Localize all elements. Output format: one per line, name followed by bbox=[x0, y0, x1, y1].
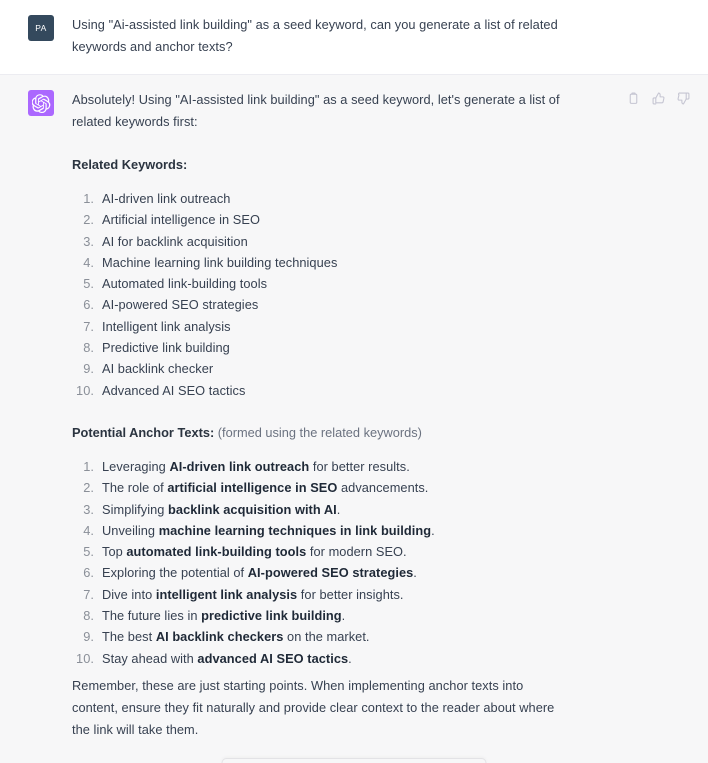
anchor-text-list-item bbox=[72, 520, 692, 541]
anchor-text-list-item bbox=[72, 456, 692, 477]
anchor-text-keyword: AI-powered SEO strategies bbox=[247, 565, 414, 581]
anchor-text-keyword: advanced AI SEO tactics bbox=[197, 650, 349, 666]
anchor-text-prefix: The future lies in bbox=[102, 608, 202, 624]
anchor-texts-list bbox=[72, 456, 692, 669]
anchor-text-list-item bbox=[72, 562, 692, 583]
anchor-text-prefix: Leveraging bbox=[102, 458, 170, 474]
anchor-text-keyword: AI backlink checkers bbox=[155, 629, 284, 645]
assistant-closing-text: Remember, these are just starting points. When implementing anchor texts into content, ensure they fit naturally and provide clear context to the reader about where the link will take them. bbox=[72, 677, 555, 737]
anchor-text-list-item bbox=[72, 477, 692, 498]
keyword-list-item: Artificial intelligence in SEO bbox=[102, 212, 260, 228]
anchor-texts-heading-text: Potential Anchor Texts: bbox=[72, 424, 215, 440]
anchor-text-prefix: The role of bbox=[102, 480, 168, 496]
anchor-text-suffix: . bbox=[413, 565, 417, 581]
keyword-list-item: AI-powered SEO strategies bbox=[102, 297, 259, 313]
copy-icon[interactable] bbox=[625, 90, 642, 107]
avatar-assistant bbox=[28, 90, 54, 116]
anchor-text-keyword: artificial intelligence in SEO bbox=[167, 480, 338, 496]
anchor-texts-heading bbox=[72, 422, 692, 444]
anchor-text-list-item bbox=[72, 626, 692, 647]
anchor-text-list-item bbox=[72, 584, 692, 605]
anchor-text-list-item bbox=[72, 541, 692, 562]
assistant-message-inner bbox=[0, 89, 708, 741]
anchor-text-keyword: backlink acquisition with AI bbox=[168, 501, 337, 517]
keyword-list-item: AI-driven link outreach bbox=[102, 191, 231, 206]
user-message-inner bbox=[0, 14, 708, 58]
anchor-text-list-item bbox=[72, 648, 692, 669]
anchor-texts-heading-note: (formed using the related keywords) bbox=[214, 424, 422, 440]
related-keywords-list bbox=[72, 188, 692, 401]
anchor-text-keyword: predictive link building bbox=[201, 608, 342, 624]
assistant-message-block bbox=[0, 75, 708, 741]
anchor-text-suffix: advancements. bbox=[337, 480, 429, 496]
keyword-list-item: Advanced AI SEO tactics bbox=[102, 382, 246, 398]
anchor-text-prefix: Simplifying bbox=[102, 501, 169, 517]
keyword-list-item: Intelligent link analysis bbox=[102, 318, 231, 334]
keyword-list-item: Machine learning link building techniques bbox=[102, 254, 338, 270]
keyword-list-item: AI backlink checker bbox=[102, 361, 214, 377]
user-message-text: Using "Ai-assisted link building" as a seed keyword, can you generate a list of related keywords and anchor texts? bbox=[72, 17, 558, 54]
assistant-intro-text: Absolutely! Using "AI-assisted link building" as a seed keyword, let's generate a list of related keywords first: bbox=[72, 92, 560, 129]
avatar-user-initials: PA bbox=[35, 23, 47, 33]
anchor-text-list-item bbox=[72, 499, 692, 520]
anchor-text-suffix: on the market. bbox=[283, 629, 370, 645]
anchor-text-suffix: for better results. bbox=[309, 458, 410, 474]
openai-logo-icon bbox=[32, 94, 51, 113]
composer-input-sliver[interactable] bbox=[222, 758, 487, 763]
thumbs-up-icon[interactable] bbox=[650, 90, 667, 107]
keyword-list-item: Automated link-building tools bbox=[102, 276, 268, 292]
related-keywords-heading-text: Related Keywords: bbox=[72, 157, 188, 172]
anchor-text-keyword: AI-driven link outreach bbox=[169, 458, 310, 474]
keyword-list-item: Predictive link building bbox=[102, 340, 230, 356]
anchor-text-suffix: . bbox=[336, 501, 341, 517]
user-message-body bbox=[54, 14, 692, 58]
anchor-text-keyword: machine learning techniques in link building bbox=[158, 522, 432, 538]
anchor-text-prefix: The best bbox=[102, 629, 156, 645]
anchor-text-prefix: Stay ahead with bbox=[102, 650, 198, 666]
message-actions bbox=[625, 90, 692, 107]
user-message-block bbox=[0, 0, 708, 75]
anchor-text-keyword: intelligent link analysis bbox=[155, 586, 298, 602]
keyword-list-item: AI for backlink acquisition bbox=[102, 233, 248, 249]
anchor-text-prefix: Dive into bbox=[102, 586, 156, 602]
assistant-message-body bbox=[54, 89, 692, 741]
anchor-text-prefix: Unveiling bbox=[102, 522, 159, 538]
anchor-text-keyword: automated link-building tools bbox=[126, 544, 307, 560]
anchor-text-list-item bbox=[72, 605, 692, 626]
avatar-user bbox=[28, 15, 54, 41]
anchor-text-suffix: for better insights. bbox=[297, 586, 404, 602]
anchor-text-prefix: Top bbox=[102, 544, 127, 560]
anchor-text-suffix: . bbox=[341, 608, 346, 624]
anchor-text-suffix: . bbox=[431, 522, 435, 538]
anchor-text-suffix: for modern SEO. bbox=[306, 544, 407, 560]
anchor-text-prefix: Exploring the potential of bbox=[102, 565, 248, 581]
anchor-text-suffix: . bbox=[348, 650, 352, 666]
thumbs-down-icon[interactable] bbox=[675, 90, 692, 107]
related-keywords-heading bbox=[72, 154, 692, 176]
